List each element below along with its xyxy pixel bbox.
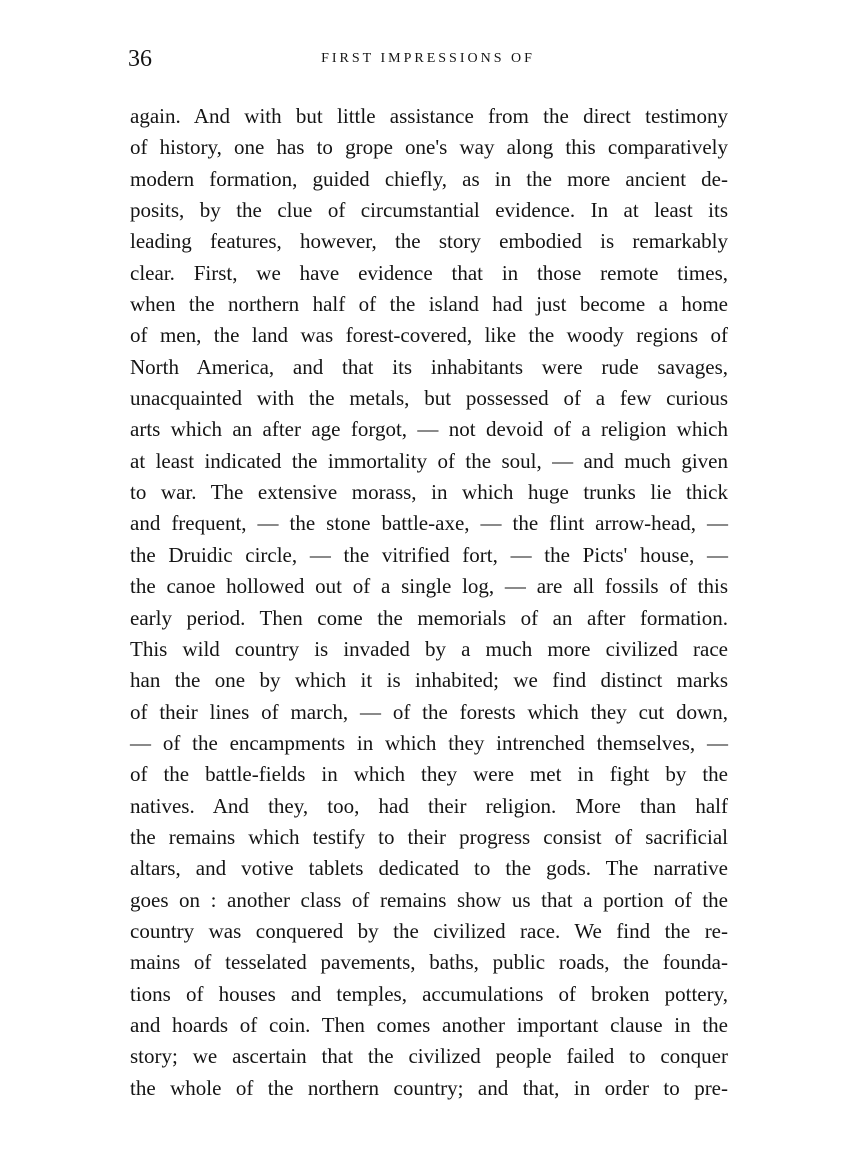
text-line: and frequent, — the stone battle-axe, — the flint arrow-head, — — [130, 511, 728, 536]
text-line: country was conquered by the civilized race. We find the re- — [130, 918, 728, 943]
text-line: clear. First, we have evidence that in those remote times, — [130, 260, 728, 285]
text-line: posits, by the clue of circumstantial evidence. In at least its — [130, 198, 728, 223]
text-line: leading features, however, the story embodied is remarkably — [130, 229, 728, 254]
text-line: — of the encampments in which they intrenched themselves, — — [130, 730, 728, 755]
text-line: unacquainted with the metals, but possessed of a few curious — [130, 386, 728, 411]
text-line: the Druidic circle, — the vitrified fort, — the Picts' house, — — [130, 542, 728, 567]
text-line: of history, one has to grope one's way along this comparatively — [130, 135, 728, 160]
body-text — [130, 101, 728, 1104]
text-line: at least indicated the immortality of the soul, — and much given — [130, 448, 728, 473]
text-line: goes on : another class of remains show us that a portion of the — [130, 887, 728, 912]
text-line: the whole of the northern country; and that, in order to pre- — [130, 1075, 728, 1100]
text-line: again. And with but little assistance from the direct testimony — [130, 104, 728, 128]
text-line: early period. Then come the memorials of an after formation. — [130, 605, 728, 630]
text-line: story; we ascertain that the civilized people failed to conquer — [130, 1044, 728, 1069]
text-line: and hoards of coin. Then comes another important clause in the — [130, 1012, 728, 1037]
text-line: of the battle-fields in which they were met in fight by the — [130, 762, 728, 787]
text-line: North America, and that its inhabitants were rude savages, — [130, 354, 728, 379]
text-line: tions of houses and temples, accumulations of broken pottery, — [130, 981, 728, 1006]
text-line: arts which an after age forgot, — not devoid of a religion which — [130, 417, 728, 442]
page-number: 36 — [128, 46, 152, 72]
running-title: FIRST IMPRESSIONS OF — [321, 51, 535, 66]
running-head — [128, 44, 728, 74]
text-line: of their lines of march, — of the forests which they cut down, — [130, 699, 728, 724]
text-line: the canoe hollowed out of a single log, — are all fossils of this — [130, 574, 728, 599]
text-line: to war. The extensive morass, in which huge trunks lie thick — [130, 480, 728, 505]
text-line: mains of tesselated pavements, baths, public roads, the founda- — [130, 950, 728, 975]
text-line: of men, the land was forest-covered, like the woody regions of — [130, 323, 728, 348]
text-line: natives. And they, too, had their religion. More than half — [130, 793, 728, 818]
text-line: the remains which testify to their progress consist of sacrificial — [130, 824, 728, 849]
text-line: han the one by which it is inhabited; we find distinct marks — [130, 668, 728, 693]
text-line: altars, and votive tablets dedicated to the gods. The narrative — [130, 856, 728, 881]
text-line: when the northern half of the island had just become a home — [130, 292, 728, 317]
text-line: This wild country is invaded by a much more civilized race — [130, 636, 728, 661]
text-line: modern formation, guided chiefly, as in the more ancient de- — [130, 166, 728, 191]
